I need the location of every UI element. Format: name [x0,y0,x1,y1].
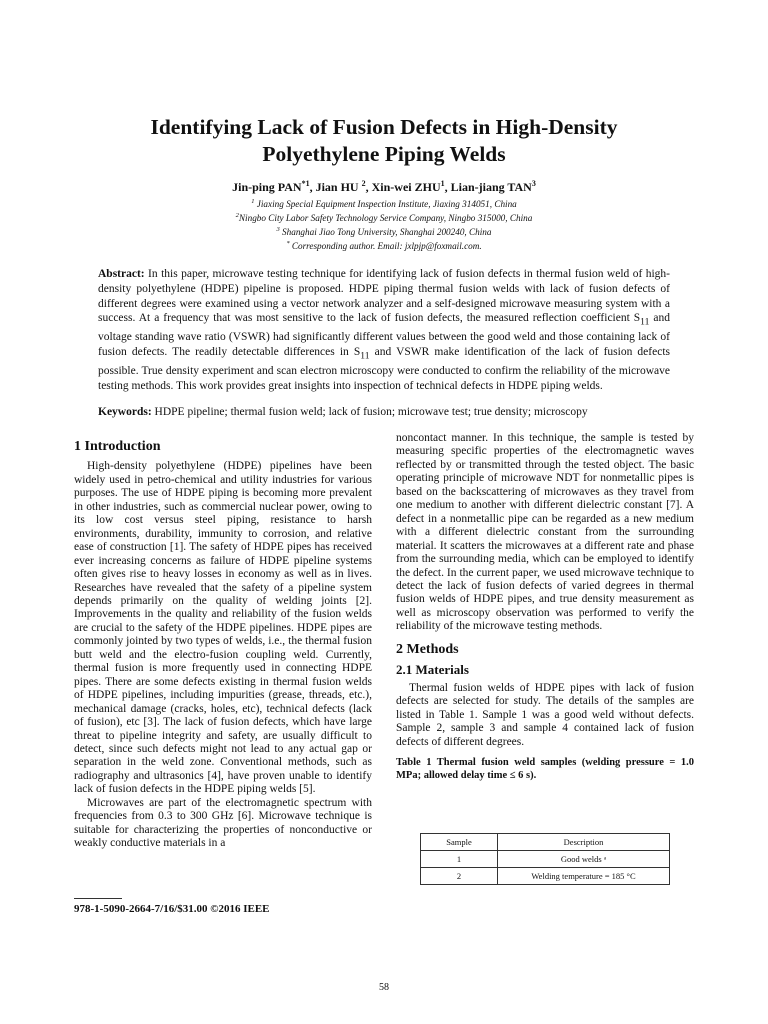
table-header-cell: Description [498,834,670,851]
table-header-cell: Sample [421,834,498,851]
keywords [98,405,670,420]
paper-title [60,114,708,168]
abstract-text: and VSWR make identification of the lack of fusion defects possible. True density experiment and scan electron microscopy were conducted to confirm the reliability of the microwave testing methods. This work provides great insights into inspection of technical defects in HDPE piping welds. [98,346,670,393]
section-heading: 1 Introduction [74,439,161,454]
author-sup: 1 [440,179,445,188]
affiliation-text: Ningbo City Labor Safety Technology Service Company, Ningbo 315000, China [238,213,533,224]
author-sup: *1 [301,179,310,188]
paragraph: High-density polyethylene (HDPE) pipelines have been widely used in petro-chemical and utility industries for various purposes. The use of HDPE piping is becoming more prevalent in other industries, such as commercial nuclear power, owing to its low cost versus steel piping, resistance to harsh environments, durability, immunity to corrosion, and relative ease of construction [1]. The safety of HDPE pipes has received ever increasing concerns as failure of HDPE pipeline systems often gives rise to heavy losses in economy as well as in lives. Researches have revealed that the safety of a pipeline system depends primarily on the quality of welding joints [2]. Improvements in the quality and reliability of the fusion welds are crucial to the safety of the HDPE pipelines. HDPE pipes are commonly jointed by two types of welds, i.e., the thermal fusion butt weld and the electro-fusion coupling weld. Currently, thermal fusion is more frequently used in connecting HDPE pipes. There are some defects existing in thermal fusion welds of HDPE pipelines, including impurities (grease, threads, etc.), mechanical damage (cracks, holes, etc), technical defects (lack of fusion), etc [3]. The lack of fusion defects, which have large threat to pipeline integrity and safety, are usually difficult to detect, since such defects might not lead to any actual gap or separation in the weld zone. Conventional methods, such as radiography and ultrasonics [4], have proven unable to identify lack of fusion defects in the HDPE piping welds [5]. [74,460,372,796]
author-name: Jin-ping PAN [232,180,302,194]
abstract [98,267,670,394]
affiliation-sup: 3 [276,226,280,233]
affiliation-sup: * [286,240,290,247]
affiliation [60,237,708,253]
table-row [421,851,670,868]
abstract-text: and voltage standing wave ratio (VSWR) had significantly different values between the good weld and those containing lack of fusion defects. The readily detectable differences in S [98,312,670,359]
table-header-row [421,834,670,851]
author-separator: , [309,180,316,194]
table-row [421,868,670,885]
author [316,180,372,194]
title-line-2: Polyethylene Piping Welds [262,142,506,166]
right-column [396,432,694,782]
copyright-footer: 978-1-5090-2664-7/16/$31.00 ©2016 IEEE [74,903,270,915]
paragraph: noncontact manner. In this technique, the sample is tested by measuring specific properties of the electromagnetic waves reflected by or transmitted through the tested object. The basic operating principle of microwave NDT for nonmetallic pipes is based on the backscattering of microwaves as they travel from one medium to another with different dielectric constant [7]. A defect in a nonmetallic pipe can be regarded as a new medium with a different dielectric constant from the surrounding material. It scatters the microwaves at a different rate and phase from the surrounding media, which can be employed to identify the defect. In the current paper, we used microwave technique to detect the lack of fusion defects of varied degrees in thermal fusion welds of HDPE pipes, and true density measurement as well as microscopy observation was performed to verify the reliability of the microwave testing methods. [396,432,694,633]
table-cell: 1 [421,851,498,868]
keywords-text: HDPE pipeline; thermal fusion weld; lack of fusion; microwave test; true density; microscopy [151,406,588,418]
left-column [74,440,372,851]
paragraph: Microwaves are part of the electromagnetic spectrum with frequencies from 0.3 to 300 GHz [6]. Microwave technique is suitable for characterizing the properties of nonconductive or weakly conductive materials in a [74,796,372,850]
affiliation-sup: 2 [235,212,239,219]
paragraph: Thermal fusion welds of HDPE pipes with lack of fusion defects are selected for study. The details of the samples are listed in Table 1. Sample 1 was a good weld without defects. Sample 2, sample 3 and sample 4 contained lack of fusion defects of different degrees. [396,681,694,748]
abstract-subscript: 11 [360,350,370,362]
samples-table [420,833,670,885]
abstract-label: Abstract: [98,268,145,280]
table-cell: 2 [421,868,498,885]
author-separator: , [444,180,451,194]
subsection-heading: 2.1 Materials [396,662,469,678]
table-caption: Table 1 Thermal fusion weld samples (welding pressure = 1.0 MPa; allowed delay time ≤ 6 s). [396,756,694,781]
author-name: Jian HU [315,180,359,194]
author-sup: 3 [531,179,536,188]
author [451,180,536,194]
table-cell: Welding temperature = 185 °C [498,868,670,885]
section-heading: 2 Methods [396,641,459,657]
abstract-subscript: 11 [640,316,650,328]
author-separator: , [365,180,372,194]
title-line-1: Identifying Lack of Fusion Defects in High-Density [150,115,618,139]
affiliation-text: Corresponding author. Email: jxlpjp@foxmail.com. [291,241,482,252]
table-cell: Good welds ᵃ [498,851,670,868]
author-list [60,179,708,195]
keywords-label: Keywords: [98,406,152,418]
page-number: 58 [379,982,389,993]
affiliation-sup: 1 [251,198,255,205]
author-name: Xin-wei ZHU [371,180,441,194]
author [232,180,315,194]
footer-rule [74,898,122,899]
abstract-text: In this paper, microwave testing technique for identifying lack of fusion defects in thermal fusion weld of high-density polyethylene (HDPE) pipeline is proposed. HDPE piping thermal fusion welds with lack of fusion defects of different degrees were examined using a vector network analyzer and a self-designed microwave measuring system with a success. At a frequency that was most sensitive to the lack of fusion defects, the measured reflection coefficient S [98,268,670,325]
author-name: Lian-jiang TAN [450,180,532,194]
affiliation-text: Shanghai Jiao Tong University, Shanghai 200240, China [282,227,492,238]
author [372,180,451,194]
affiliation-text: Jiaxing Special Equipment Inspection Institute, Jiaxing 314051, China [256,199,517,210]
author-sup: 2 [361,179,366,188]
